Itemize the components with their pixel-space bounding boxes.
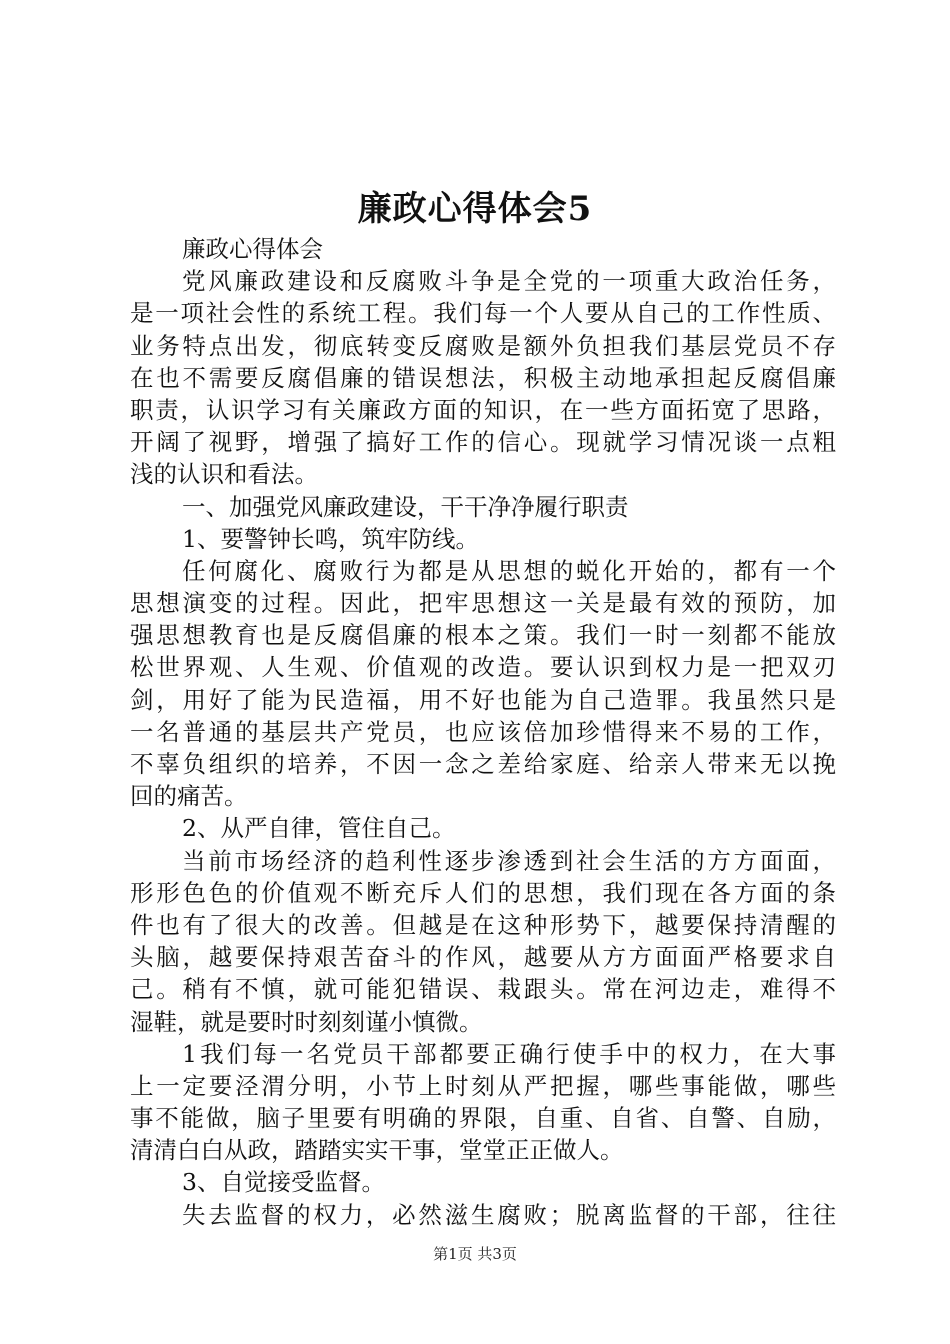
body-line: 头脑，越要保持艰苦奋斗的作风，越要从方方面面严格要求自 xyxy=(130,943,836,972)
body-line: 件也有了很大的改善。但越是在这种形势下，越要保持清醒的 xyxy=(130,910,836,939)
body-line: 党风廉政建设和反腐败斗争是全党的一项重大政治任务， xyxy=(182,267,836,296)
body-line: 强思想教育也是反腐倡廉的根本之策。我们一时一刻都不能放 xyxy=(130,621,836,650)
body-line: 失去监督的权力，必然滋生腐败；脱离监督的干部，往往 xyxy=(182,1200,836,1229)
body-line: 形形色色的价值观不断充斥人们的思想，我们现在各方面的条 xyxy=(130,878,836,907)
body-line: 在也不需要反腐倡廉的错误想法，积极主动地承担起反腐倡廉 xyxy=(130,363,836,392)
document-body xyxy=(130,233,836,1231)
page-footer: 第1页 共3页 xyxy=(433,1245,517,1263)
body-line: 一、加强党风廉政建设，干干净净履行职责 xyxy=(182,492,629,521)
body-line: 剑，用好了能为民造福，用不好也能为自己造罪。我虽然只是 xyxy=(130,685,836,714)
body-line: 回的痛苦。 xyxy=(130,782,248,811)
body-line: 事不能做，脑子里要有明确的界限，自重、自省、自警、自励， xyxy=(130,1104,836,1133)
body-line: 清清白白从政，踏踏实实干事，堂堂正正做人。 xyxy=(130,1136,624,1165)
body-line: 当前市场经济的趋利性逐步渗透到社会生活的方方面面， xyxy=(182,846,836,875)
body-line: 是一项社会性的系统工程。我们每一个人要从自己的工作性质、 xyxy=(130,299,836,328)
body-line: 3、自觉接受监督。 xyxy=(182,1168,385,1197)
body-line: 职责，认识学习有关廉政方面的知识，在一些方面拓宽了思路， xyxy=(130,395,836,424)
body-line: 己。稍有不慎，就可能犯错误、栽跟头。常在河边走，难得不 xyxy=(130,975,836,1004)
body-line: 思想演变的过程。因此，把牢思想这一关是最有效的预防，加 xyxy=(130,589,836,618)
body-line: 一名普通的基层共产党员，也应该倍加珍惜得来不易的工作， xyxy=(130,717,836,746)
body-line: 浅的认识和看法。 xyxy=(130,460,318,489)
body-line: 上一定要泾渭分明，小节上时刻从严把握，哪些事能做，哪些 xyxy=(130,1071,836,1100)
body-line: 不辜负组织的培养，不因一念之差给家庭、给亲人带来无以挽 xyxy=(130,750,836,778)
body-line: 开阔了视野，增强了搞好工作的信心。现就学习情况谈一点粗 xyxy=(130,428,836,457)
document-title: 廉政心得体会5 xyxy=(357,189,593,229)
body-line: 业务特点出发，彻底转变反腐败是额外负担我们基层党员不存 xyxy=(130,331,836,360)
body-line: 湿鞋，就是要时时刻刻谨小慎微。 xyxy=(130,1007,483,1036)
body-line: 1我们每一名党员干部都要正确行使手中的权力，在大事 xyxy=(182,1039,836,1068)
body-line: 1、要警钟长鸣，筑牢防线。 xyxy=(182,524,479,553)
body-line: 任何腐化、腐败行为都是从思想的蜕化开始的，都有一个 xyxy=(182,556,836,585)
body-line: 松世界观、人生观、价值观的改造。要认识到权力是一把双刃 xyxy=(130,653,836,682)
body-line: 2、从严自律，管住自己。 xyxy=(182,814,456,843)
body-line: 廉政心得体会 xyxy=(182,235,323,263)
